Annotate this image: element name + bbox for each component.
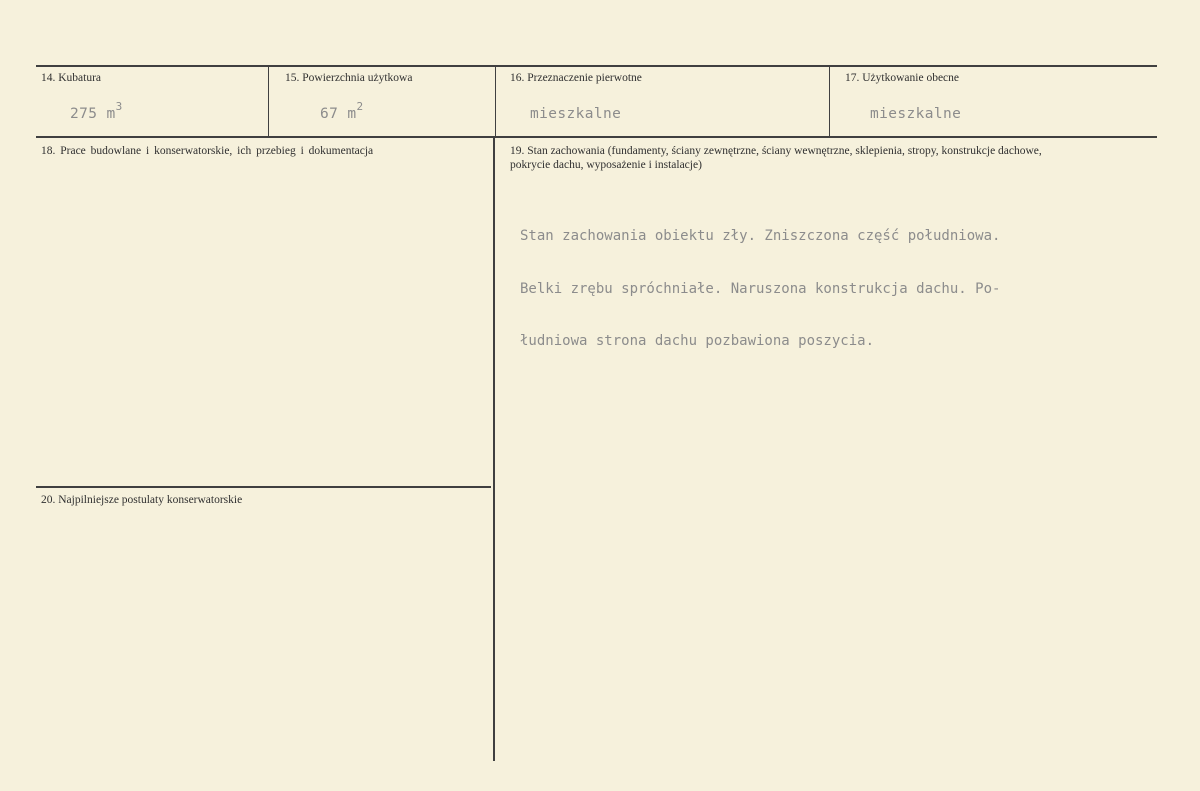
prace-label: 18. Prace budowlane i konserwatorskie, ich przebieg i dokumentacja — [41, 145, 374, 157]
kubatura-unit-exponent: 3 — [115, 100, 123, 113]
stan-label: 19. Stan zachowania (fundamenty, ściany zewnętrzne, ściany wewnętrzne, sklepienia, stropy, konstrukcje dachowe, pokrycie dachu, wyposażenie i instalacje) — [510, 145, 1042, 171]
stan-text-line-2: Belki zrębu spróchniałe. Naruszona konstrukcja dachu. Po- — [520, 280, 1001, 297]
uzytkowanie-label: 17. Użytkowanie obecne — [845, 72, 960, 84]
top-rule — [36, 65, 1157, 67]
stan-text-line-1: Stan zachowania obiektu zły. Zniszczona część południowa. — [520, 228, 1001, 244]
postulaty-label: 20. Najpilniejsze postulaty konserwatorskie — [41, 494, 243, 506]
uzytkowanie-value: mieszkalne — [870, 106, 962, 122]
przeznaczenie-value: mieszkalne — [530, 106, 622, 122]
separator-14-15 — [268, 66, 269, 137]
powierzchnia-label: 15. Powierzchnia użytkowa — [285, 72, 413, 84]
header-row-rule — [36, 136, 1157, 138]
stan-text-line-3: łudniowa strona dachu pozbawiona poszycia. — [520, 333, 875, 349]
separator-16-17 — [829, 66, 830, 137]
main-column-separator — [493, 137, 495, 761]
separator-15-16 — [495, 66, 496, 137]
stan-text — [520, 193, 1000, 386]
powierzchnia-value-text: 67 m — [320, 105, 357, 122]
powierzchnia-value — [320, 102, 364, 122]
kubatura-value — [70, 102, 123, 122]
kubatura-label: 14. Kubatura — [41, 72, 102, 84]
field-18-20-rule — [36, 486, 491, 488]
przeznaczenie-label: 16. Przeznaczenie pierwotne — [510, 72, 642, 84]
kubatura-value-text: 275 m — [70, 105, 116, 122]
powierzchnia-unit-exponent: 2 — [356, 100, 364, 113]
